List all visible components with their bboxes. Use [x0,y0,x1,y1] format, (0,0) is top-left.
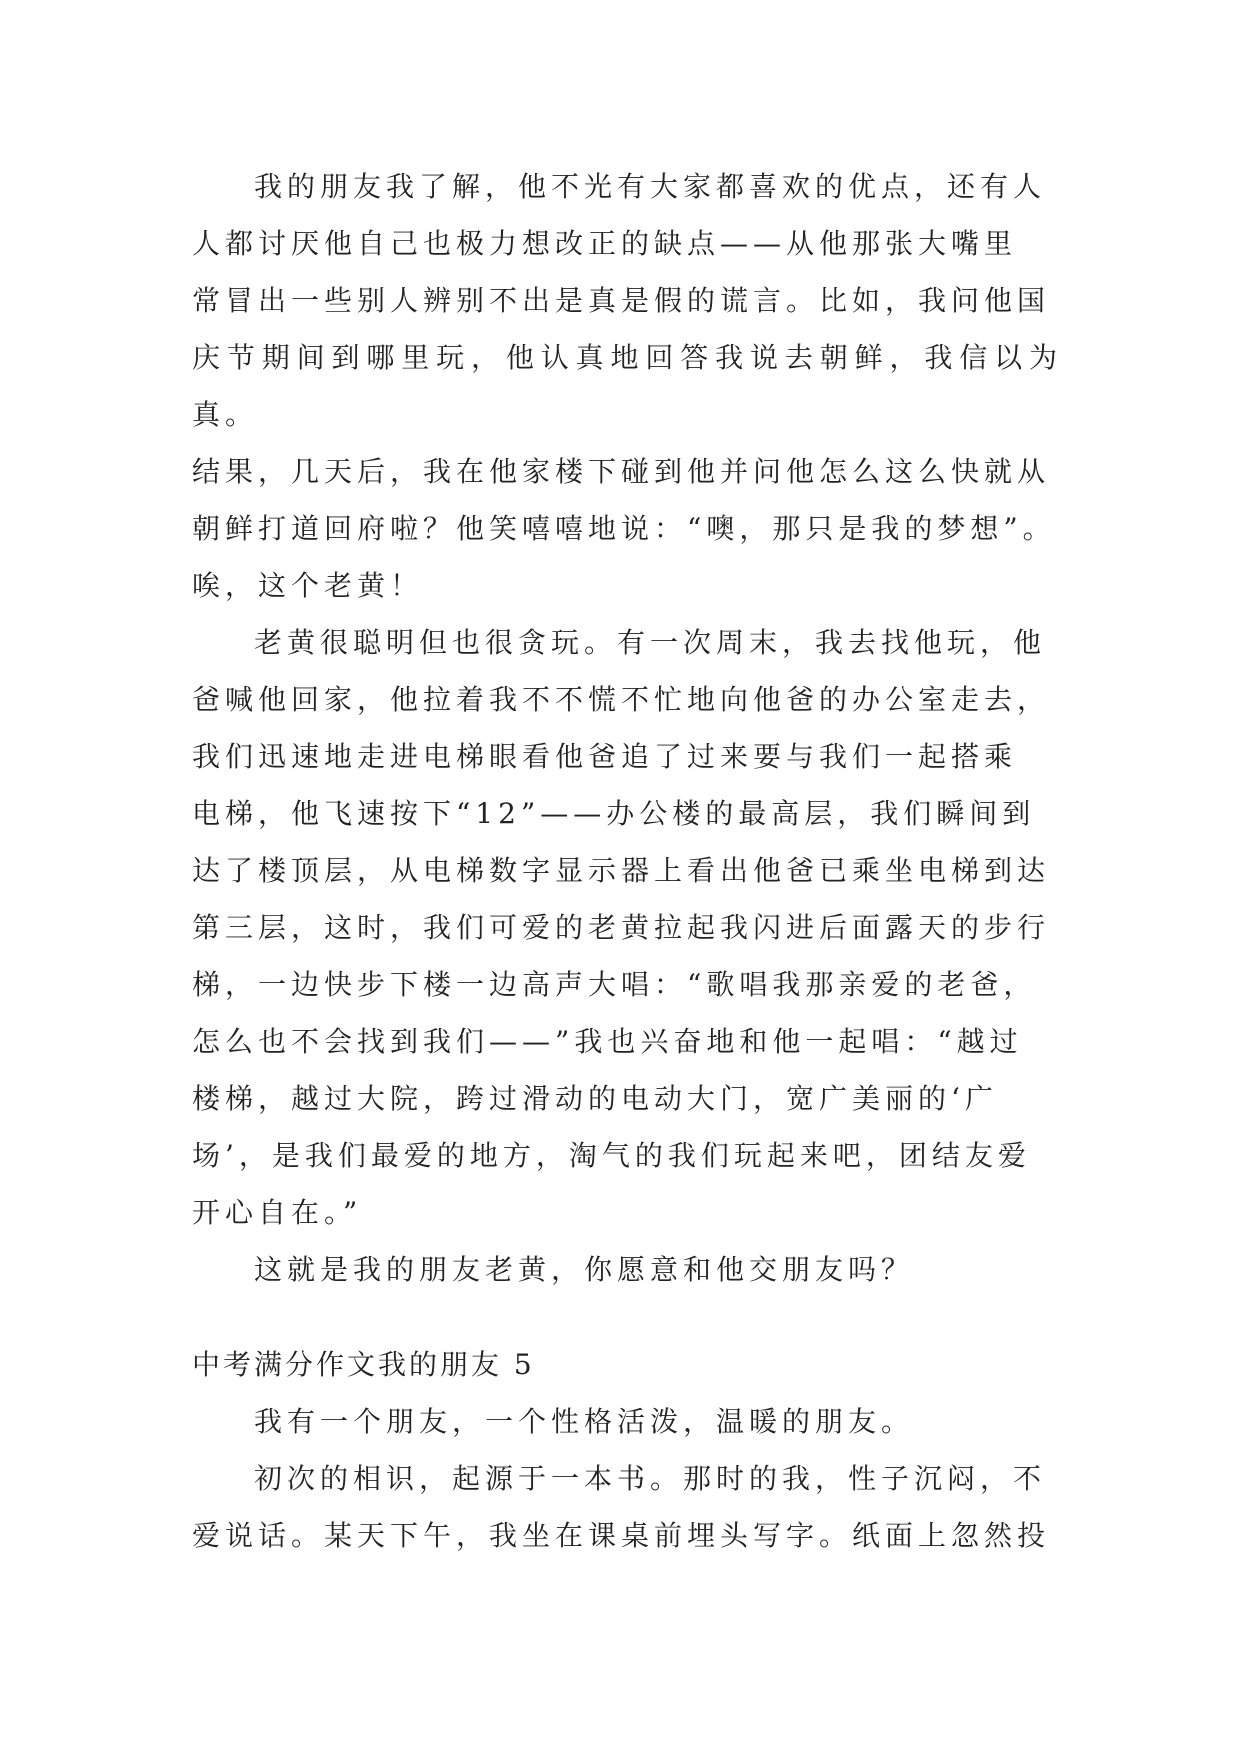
paragraph-liar-anecdote: 我的朋友我了解，他不光有大家都喜欢的优点，还有人 人都讨厌他自己也极力想改正的缺点——从他那张大嘴里 常冒出一些别人辨别不出是真是假的谎言。比如，我问他国 庆节期间到哪里玩，他认真地回答我说去朝鲜，我信以为真。 结果，几天后，我在他家楼下碰到他并问他怎么这么快就从 朝鲜打道回府啦？他笑嘻嘻地说：“噢，那只是我的梦想”。 唉，这个老黄！ [192,170,1062,602]
paragraph-elevator-story: 老黄很聪明但也很贪玩。有一次周末，我去找他玩，他 爸喊他回家，他拉着我不不慌不忙地向他爸的办公室走去， 我们迅速地走进电梯眼看他爸追了过来要与我们一起搭乘 电梯，他飞速按下“12”——办公楼的最高层，我们瞬间到 达了楼顶层，从电梯数字显示器上看出他爸已乘坐电梯到达 第三层，这时，我们可爱的老黄拉起我闪进后面露天的步行 梯，一边快步下楼一边高声大唱：“歌唱我那亲爱的老爸， 怎么也不会找到我们——”我也兴奋地和他一起唱：“越过 楼梯，越过大院，跨过滑动的电动大门，宽广美丽的‘广 场’，是我们最爱的地方，淘气的我们玩起来吧，团结友爱 开心自在。” [192,626,1051,1229]
essay-body [192,158,1062,1564]
paragraph-closing-question: 这就是我的朋友老黄，你愿意和他交朋友吗？ [254,1253,915,1286]
section-heading: 中考满分作文我的朋友 5 [192,1348,535,1381]
paragraph-first-meeting: 初次的相识，起源于一本书。那时的我，性子沉闷，不 爱说话。某天下午，我坐在课桌前埋头写字。纸面上忽然投 [192,1462,1051,1552]
paragraph-intro-friend: 我有一个朋友，一个性格活泼，温暖的朋友。 [254,1405,915,1438]
